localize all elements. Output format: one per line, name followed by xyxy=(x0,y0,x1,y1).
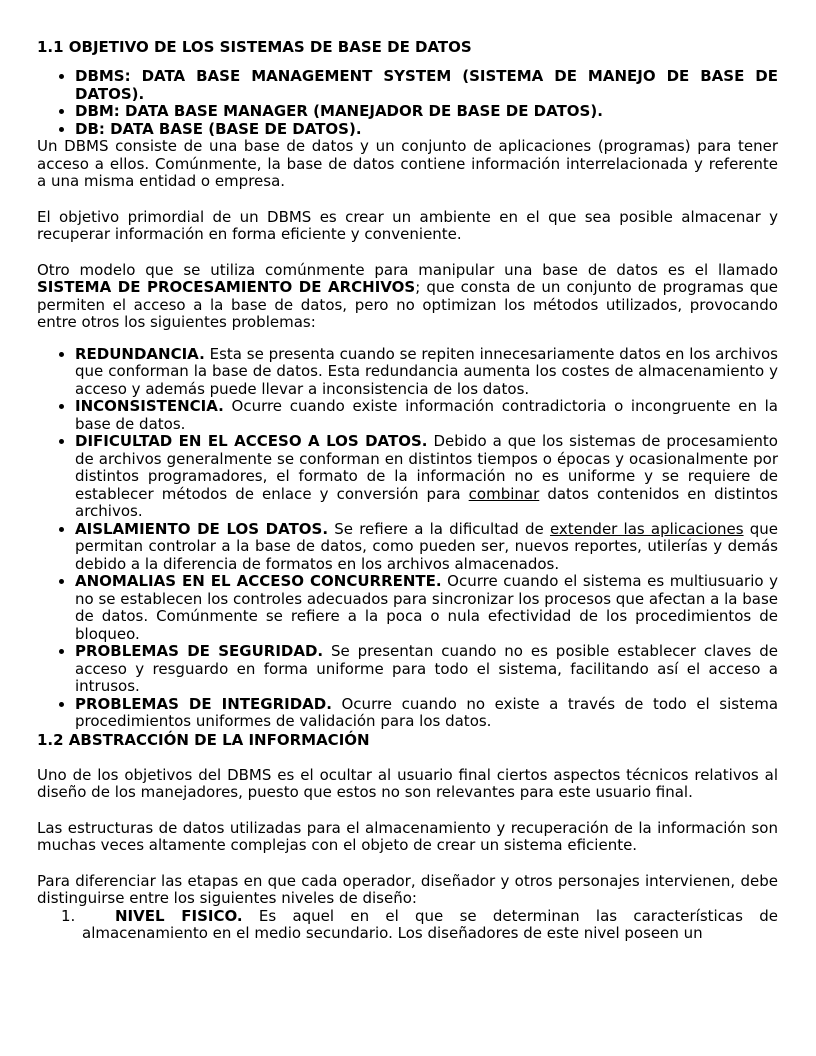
list-item xyxy=(75,643,778,696)
level-term: NIVEL FISICO. xyxy=(115,906,243,925)
problem-text: datos contenidos en distintos archivos. xyxy=(75,484,778,520)
acronym-list xyxy=(37,68,778,138)
problem-text: Ocurre cuando no existe a través de todo el sistema procedimientos uniformes de validación para los datos. xyxy=(75,694,779,730)
underlined-text: combinar xyxy=(468,484,540,503)
design-levels-list xyxy=(37,908,778,943)
problem-term: PROBLEMAS DE SEGURIDAD. xyxy=(75,642,324,660)
section-heading-abstraccion: 1.2 ABSTRACCIÓN DE LA INFORMACIÓN xyxy=(37,730,370,749)
problem-text: Debido a que los sistemas de procesamiento de archivos generalmente se conforman en distintos tiempos o épocas y ocasionalmente por distintos programadores, el formato de la información no es uniforme y se requiere de establecer métodos de enlace y conversión para xyxy=(75,432,778,503)
paragraph-text: ; que consta de un conjunto de programas que permiten el acceso a la base de datos, pero no optimizan los métodos utilizados, provocando entre otros los siguientes problemas: xyxy=(37,278,778,331)
list-item xyxy=(75,346,778,399)
list-number: 1. xyxy=(61,906,76,925)
problem-text: que permitan controlar a la base de datos, como pueden ser, nuevos reportes, utilerías y demás debido a la diferencia de formatos en los archivos almacenados. xyxy=(75,519,779,573)
paragraph-dbms-definition: Un DBMS consiste de una base de datos y un conjunto de aplicaciones (programas) para tener acceso a ellos. Comúnmente, la base de datos contiene información interrelacionada y referente a una misma entidad o empresa. xyxy=(37,137,778,190)
problem-text: Ocurre cuando existe información contradictoria o incongruente en la base de datos. xyxy=(75,397,778,433)
list-item xyxy=(75,433,778,521)
underlined-text: extender las aplicaciones xyxy=(549,519,744,538)
paragraph-text: Otro modelo que se utiliza comúnmente para manipular una base de datos es el llamado xyxy=(37,260,778,279)
problem-text: Se refiere a la dificultad de xyxy=(328,519,550,538)
problem-term: INCONSISTENCIA. xyxy=(75,397,224,415)
list-item xyxy=(75,521,778,574)
list-item xyxy=(37,908,778,943)
paragraph-dbms-hiding: Uno de los objetivos del DBMS es el ocultar al usuario final ciertos aspectos técnicos relativos al diseño de los manejadores, puesto que estos no son relevantes para este usuario final. xyxy=(37,765,778,801)
paragraph-dbms-objective: El objetivo primordial de un DBMS es crear un ambiente en el que sea posible almacenar y recuperar información en forma eficiente y conveniente. xyxy=(37,207,778,243)
list-item xyxy=(75,398,778,433)
problem-term: PROBLEMAS DE INTEGRIDAD. xyxy=(75,694,332,713)
problem-term: REDUNDANCIA. xyxy=(75,344,205,363)
list-item: • DB: DATA BASE (BASE DE DATOS). xyxy=(75,121,778,139)
problem-text: Ocurre cuando el sistema es multiusuario y no se establecen los controles adecuados para sincronizar los procesos que afectan a la base de datos. Comúnmente se refiere a la poca o nula efectividad de los procedimientos de bloqueo. xyxy=(75,572,778,643)
problem-term: ANOMALIAS EN EL ACCESO CONCURRENTE. xyxy=(75,572,442,590)
list-item xyxy=(75,573,778,643)
problem-text: Se presentan cuando no es posible establecer claves de acceso y resguardo en forma uniforme para todo el sistema, facilitando así el acceso a intrusos. xyxy=(75,642,779,695)
problems-list xyxy=(37,346,778,731)
paragraph-design-levels: Para diferenciar las etapas en que cada operador, diseñador y otros personajes intervienen, debe distinguirse entre los siguientes niveles de diseño: xyxy=(37,871,778,907)
problem-term: AISLAMIENTO DE LOS DATOS. xyxy=(75,519,329,538)
problem-text: Esta se presenta cuando se repiten innecesariamente datos en los archivos que conforman la base de datos. Esta redundancia aumenta los costes de almacenamiento y acceso y además puede llevar a inconsistencia de los datos. xyxy=(75,344,778,398)
paragraph-data-structures: Las estructuras de datos utilizadas para el almacenamiento y recuperación de la información son muchas veces altamente complejas con el objeto de crear un sistema eficiente. xyxy=(37,818,778,854)
paragraph-file-processing xyxy=(37,262,778,332)
list-item: • DBM: DATA BASE MANAGER (MANEJADOR DE BASE DE DATOS). xyxy=(75,103,778,121)
problem-term: DIFICULTAD EN EL ACCESO A LOS DATOS. xyxy=(75,432,428,450)
list-item xyxy=(75,696,778,731)
level-text: Es aquel en el que se determinan las características de almacenamiento en el medio secundario. Los diseñadores de este nivel poseen un xyxy=(82,906,778,942)
list-item: • DBMS: DATA BASE MANAGEMENT SYSTEM (SISTEMA DE MANEJO DE BASE DE DATOS). xyxy=(75,68,778,103)
term-file-processing-system: SISTEMA DE PROCESAMIENTO DE ARCHIVOS xyxy=(37,278,416,296)
document-page xyxy=(37,38,778,943)
section-heading-objetivo: 1.1 OBJETIVO DE LOS SISTEMAS DE BASE DE DATOS xyxy=(37,38,472,56)
